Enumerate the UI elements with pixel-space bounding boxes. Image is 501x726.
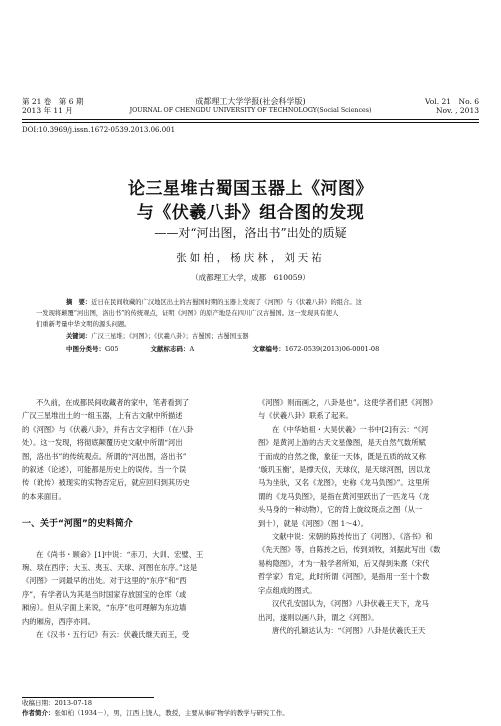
text-line: 琬、琰在西序；大玉、夷玉、天球、河图在东序。”这是	[22, 563, 198, 573]
issue-date: 2013 年 11 月	[22, 106, 73, 115]
section-heading: 一、关于“河图”的史料简介	[22, 519, 133, 530]
text-line: 的《河图》与《伏羲八卦》，并有古文字相伴（在八卦	[22, 424, 194, 434]
keywords	[66, 331, 249, 342]
text-line: 出河，遂则以画八卦，谓之《河图》。	[258, 612, 379, 622]
text-line: 的本来面目。	[22, 491, 66, 501]
abstract-line-2: 一发现将颠覆“河出图，洛出书”的传统观点，证明《河图》的原产地是在四川广汉古蜀国。这一发现具有使人	[36, 310, 339, 317]
text-line: 哲学家）肯定，此时所谓《河图》，是指用一至十个数	[258, 572, 430, 582]
text-line: 《河图》则而画之，八卦是也”。这使学者们把《河图》	[258, 398, 437, 407]
volume-issue-en: Vol. 21 No. 6	[425, 97, 479, 106]
text-line: 于而成的自然之像，象征一天体，既是五质的故又称	[258, 451, 426, 461]
text-line: 到十），就是《河图》（图 1～4）。	[258, 518, 369, 528]
footnote	[22, 699, 289, 718]
right-column	[258, 396, 480, 637]
left-para-3: 在《汉书・五行记》有云：伏羲氏继天而王，受	[36, 630, 190, 640]
text-line: 在《中华始祖・大昊伏羲》一书中[2]有云：“《河	[272, 424, 429, 434]
text-line: 内的厢房，西序亦同。	[22, 616, 95, 626]
title-line-2: 与《伏羲八卦》组合图的发现	[136, 203, 365, 223]
doi: DOI:10.3969/j.issn.1672-0539.2013.06.001	[22, 126, 176, 134]
title-line-1: 论三星堆古蜀国玉器上《河图》	[128, 179, 373, 199]
abstract	[36, 297, 468, 330]
affiliation: （成都理工大学，成都 610059）	[191, 273, 310, 282]
clc-label: 中图分类号：	[66, 345, 105, 353]
text-line: 处）。这一发现，将彻底颠覆历史文献中所谓“河出	[22, 438, 183, 448]
text-line: 汉代孔安国认为，《河图》八卦伏羲王天下，龙马	[272, 599, 429, 609]
footnote-rule	[22, 697, 154, 698]
keywords-text: 广汉三星堆；《河图》；《伏羲八卦》；古蜀国；古蜀国玉器	[91, 333, 249, 340]
keywords-label: 关键词：	[66, 333, 92, 340]
issue-date-en: Nov. , 2013	[435, 106, 479, 115]
abstract-label: 摘 要：	[66, 299, 92, 306]
text-line: 与《伏羲八卦》联系了起来。	[258, 411, 353, 421]
left-para-1	[22, 396, 240, 503]
text-line: ‘璇玑玉衡’，是撑天仪，天球仪，是天球河图，因以龙	[258, 465, 431, 475]
text-line: 《河图》一词最早的出处。对于这里的“东序”和“西	[22, 576, 187, 586]
subtitle: ——对“河出图，洛出书”出处的质疑	[154, 226, 347, 240]
volume-issue: 第 21 卷 第 6 期	[22, 97, 84, 106]
doc-code-label: 文献标志码：	[150, 345, 190, 353]
text-line: 图》是黄河上游的古天文星像图，是天自然气数所赋	[258, 438, 426, 448]
text-line: 传（讹传）被现实的实物否定后，就应回归到其历史	[22, 478, 190, 488]
journal-name-cn: 成都理工大学学报(社会科学版)	[195, 97, 306, 106]
article-id-value: 1672-0539(2013)06-0001-08	[284, 345, 380, 353]
text-line: 广汉三星堆出土的一组玉器，上有古文献中所描述	[22, 411, 183, 421]
text-line: 序”，有学者认为其是当时国家存放国宝的仓库（或	[22, 589, 187, 599]
journal-name-en: JOURNAL OF CHENGDU UNIVERSITY OF TECHNOLOGY(Social Sciences)	[129, 107, 372, 114]
abstract-line-1: 近日在民间收藏的广汉地区出土的古蜀国时期的玉器上发现了《河图》与《伏羲八卦》的组合。这	[91, 299, 362, 306]
article-id-label: 文章编号：	[252, 345, 285, 353]
classification-row	[66, 344, 379, 353]
text-line: 文献中说：宋朝的陈抟传出了《河图》、《洛书》和	[272, 532, 433, 542]
left-column	[22, 396, 240, 642]
text-line: 《先天图》等，自陈抟之后，传到刘牧，刘据此写出《数	[258, 545, 441, 555]
text-line: 字点组成的图式。	[258, 585, 317, 595]
text-line: 谓的《龙马负图》，是指在黄河里跃出了一匹龙马（龙	[258, 491, 430, 501]
text-line: 图，洛出书”的传统观点。所谓的“河出图，洛出书”	[22, 451, 187, 461]
received-date: 收稿日期：2013-07-18	[22, 699, 92, 707]
text-line: 唐代的孔颖达认为：“《河图》八卦是伏羲氏王天	[272, 625, 426, 635]
journal-issue-en	[425, 97, 479, 115]
author-bio-label: 作者简介：	[22, 708, 55, 717]
header-rule-top	[22, 119, 479, 120]
header-rule-bottom	[22, 122, 479, 123]
clc-value: G05	[105, 345, 119, 353]
text-line: 的叙述（论述），可能都是历史上的误传。当一个误	[22, 465, 187, 475]
text-line: 易构隐图》，才为一般学者所知，后又得到朱熹（宋代	[258, 558, 430, 568]
abstract-line-3: 们重新考量中华文明的源头问题。	[36, 321, 131, 328]
text-line: 头马身的一种动物），它的背上旋纹斑点之图（从一	[258, 505, 423, 515]
text-line: 马为坐驮，又名《龙图》，史称《龙马负图》”。这里所	[258, 478, 430, 488]
doc-code-value: A	[189, 345, 195, 353]
author-bio: 张如柏（1934－），男，江西上饶人，教授，主要从事矿物学的教学与研究工作。	[54, 708, 289, 717]
left-para-2	[22, 548, 240, 628]
authors: 张如柏，杨庆林，刘天祐	[176, 252, 325, 264]
text-line: 不久前，在成都民间收藏者的家中，笔者看到了	[36, 398, 190, 407]
text-line: 在《尚书・顾命》[1]中说：“赤刀、大训、宏璧、王	[36, 549, 204, 559]
text-line: 厢房）。但从字面上来说，“东序”也可理解为东边墙	[22, 603, 187, 613]
